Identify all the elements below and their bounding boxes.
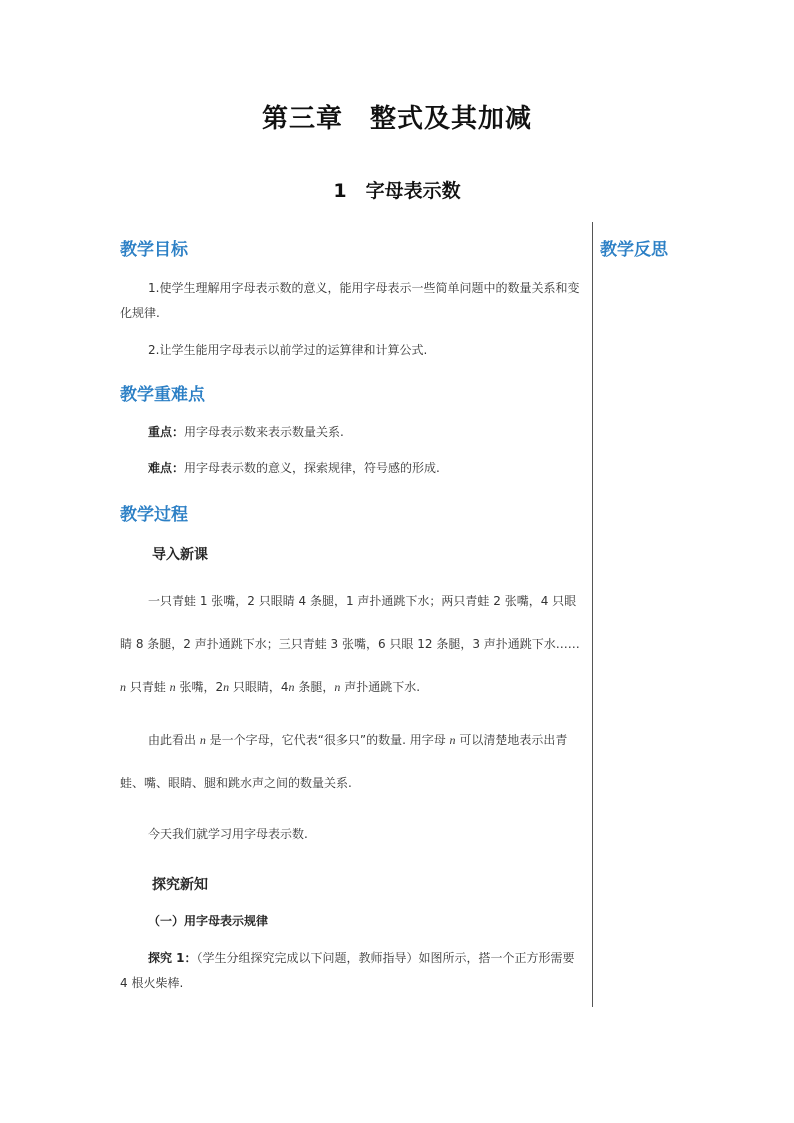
goal-item-1: 1.使学生理解用字母表示数的意义，能用字母表示一些简单问题中的数量关系和变化规律.	[120, 281, 580, 320]
explore-1-text: （学生分组探究完成以下问题，教师指导）如图所示，搭一个正方形需要 4 根火柴棒.	[120, 951, 575, 990]
explore-1	[120, 946, 582, 996]
difficulty-text: 用字母表示数的意义，探索规律，符号感的形成.	[184, 461, 440, 475]
part1-title: （一）用字母表示规律	[148, 914, 269, 928]
var-n: n	[120, 680, 126, 694]
key-points-heading: 教学重难点	[120, 385, 205, 405]
intro-p2-text-c: 可以清楚地表示出青蛙、嘴、眼睛、腿和跳水声之间的数量关系.	[120, 733, 568, 790]
var-n: n	[288, 680, 295, 694]
intro-p1-text-f: 声扑通跳下水.	[340, 680, 421, 694]
reflection-heading: 教学反思	[600, 240, 668, 260]
difficulty-line	[120, 456, 582, 481]
goals-heading: 教学目标	[120, 240, 188, 260]
intro-paragraph-2	[120, 719, 582, 805]
section-title: 1 字母表示数	[333, 180, 461, 202]
focus-text: 用字母表示数来表示数量关系.	[184, 425, 344, 439]
var-n: n	[334, 680, 341, 694]
intro-title: 导入新课	[152, 547, 208, 563]
intro-p1-text-a: 一只青蛙 1 张嘴，2 只眼睛 4 条腿，1 声扑通跳下水；两只青蛙 2 张嘴，4 只眼睛 8 条腿，2 声扑通跳下水；三只青蛙 3 张嘴，6 只眼 12 条腿，3 声扑通跳下水……	[120, 594, 580, 651]
intro-p1-text-d: 只眼睛，4	[229, 680, 289, 694]
explore-title: 探究新知	[152, 877, 208, 893]
intro-p1-text-e: 条腿，	[294, 680, 335, 694]
intro-paragraph-3: 今天我们就学习用字母表示数.	[148, 827, 308, 841]
var-n: n	[449, 733, 456, 747]
var-n: n	[199, 733, 206, 747]
goal-item-2: 2.让学生能用字母表示以前学过的运算律和计算公式.	[148, 343, 428, 357]
var-n: n	[169, 680, 176, 694]
var-n: n	[223, 680, 230, 694]
intro-p1-text-b: 只青蛙	[126, 680, 170, 694]
explore-1-label: 探究 1：	[148, 951, 197, 965]
process-heading: 教学过程	[120, 505, 188, 525]
intro-p1-text-c: 张嘴，2	[175, 680, 224, 694]
intro-p2-text-a: 由此看出	[148, 733, 200, 747]
difficulty-label: 难点：	[148, 461, 185, 475]
column-divider	[592, 222, 593, 1007]
intro-paragraph-1	[120, 580, 582, 709]
focus-line	[120, 420, 582, 445]
intro-p2-text-b: 是一个字母，它代表“很多只”的数量. 用字母	[205, 733, 450, 747]
focus-label: 重点：	[148, 425, 185, 439]
chapter-title: 第三章 整式及其加减	[261, 104, 532, 134]
